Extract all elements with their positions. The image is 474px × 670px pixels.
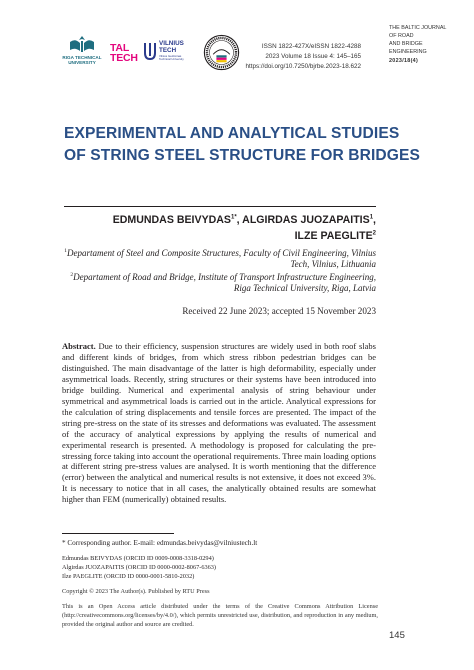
affiliations [56, 248, 376, 296]
vilnius-tech-mark-icon [144, 42, 156, 60]
vilnius-logo-sub1: Vilnius Gediminas [159, 53, 182, 58]
title-line1: EXPERIMENTAL AND ANALYTICAL STUDIES [64, 125, 400, 142]
volume-line: 2023 Volume 18 Issue 4: 145–165 [265, 53, 361, 61]
affiliation-1-number: 1 [64, 248, 68, 254]
rtu-logo [60, 34, 104, 66]
taltech-logo-line2: TECH [110, 51, 138, 64]
corresponding-author: * Corresponding author. E-mail: edmundas.beivydas@vilniustech.lt [62, 539, 258, 547]
journal-name-line4: ENGINEERING [389, 48, 427, 55]
vilnius-logo-line2: TECH [159, 46, 177, 54]
affiliation-2 [56, 272, 376, 295]
abstract-text: Due to their efficiency, suspension structures are widely used in both roof slabs and different kinds of bridges, from which stress ribbon pedestrian bridges can be distinguished. The main disadvantage of the latter is high deformability, especially under asymmetrical loads. Recently, string structures or their systems have been introduced into bridge building. Numerical and experimental analysis of string behaviour under symmetrical and asymmetrical loads is carried out in the article. Analytical expressions for the calculation of string displacements and tensile forces are presented. The impact of the string pre-stress on the state of its stresses and deformations was evaluated. The assessment of the accuracy of analytical expressions by applying the results of numerical and experimental research is presented. A methodology is proposed for calculating the pre-stressing force taking into account the operational requirements. Three main loading options at different string pre-stress values are analysed. It is worth mentioning that the difference (error) between the analytical and numerical results is not extensive, it does not exceed 3%. It is necessary to notice that in all cases, the analytically obtained results are somewhat higher than FEM (numerically) obtained results. [62, 341, 376, 505]
affiliation-2-text: Departament of Road and Bridge, Institute of Transport Infrastructure Engineering, Riga Technical University, Riga, Latvia [73, 271, 376, 294]
rtu-crest-icon [67, 34, 97, 54]
author-juozapaitis-affil: 1 [369, 214, 374, 221]
title-line2: OF STRING STEEL STRUCTURE FOR BRIDGES [64, 146, 421, 164]
journal-name-block [389, 25, 449, 66]
affiliation-1-text: Departament of Steel and Composite Structures, Faculty of Civil Engineering, Vilnius Tech, Vilnius, Lithuania [67, 248, 376, 270]
author-separator: , [236, 214, 243, 226]
bjrbe-seal-icon [203, 34, 240, 71]
taltech-logo [110, 44, 138, 63]
orcid-juozapaitis: Algirdas JUOZAPAITIS (ORCID ID 0000-0002-8067-6363) [62, 564, 217, 572]
author-paeglite: ILZE PAEGLITE [294, 230, 373, 242]
author-beivydas-affil: 1* [231, 214, 237, 221]
journal-name-line3: AND BRIDGE [389, 40, 423, 47]
article-title [64, 123, 444, 167]
copyright: Copyright © 2023 The Author(s). Published by RTU Press [62, 588, 210, 595]
orcid-beivydas: Edmundas BEIVYDAS (ORCID ID 0009-0008-3318-0294) [62, 555, 214, 562]
footnote-divider [62, 533, 174, 534]
author-paeglite-affil: 2 [372, 230, 376, 237]
abstract [62, 341, 376, 505]
journal-name-line2: OF ROAD [389, 32, 414, 39]
vilnius-logo-sub2: Technical University [159, 56, 184, 61]
vilnius-tech-logo [144, 41, 184, 61]
affiliation-1 [56, 248, 376, 271]
journal-issue: 2023/18(4) [389, 57, 419, 64]
journal-name-line1: THE BALTIC JOURNAL [389, 25, 447, 31]
author-beivydas: EDMUNDAS BEIVYDAS [112, 214, 231, 226]
issn-block [245, 42, 361, 73]
orcid-paeglite: Ilze PAEGLITE (ORCID ID 0000-0001-5810-2032) [62, 573, 195, 581]
page-number: 145 [389, 630, 405, 641]
authors [66, 212, 376, 244]
received-dates: Received 22 June 2023; accepted 15 November 2023 [182, 306, 376, 316]
doi-link[interactable]: https://doi.org/10.7250/bjrbe.2023-18.622 [245, 63, 361, 71]
author-separator-end: , [373, 214, 376, 226]
rtu-logo-line2: UNIVERSITY [68, 60, 96, 66]
title-divider [64, 206, 376, 207]
vilnius-logo-line1: VILNIUS [159, 40, 184, 47]
issn-line: ISSN 1822-427X/eISSN 1822-4288 [261, 43, 361, 50]
authors-line1 [66, 212, 376, 228]
author-juozapaitis: ALGIRDAS JUOZAPAITIS [242, 214, 370, 226]
taltech-logo-line1: TAL [110, 42, 130, 54]
license-text: This is an Open Access article distributed under the terms of the Creative Commons Attribution License (http://creativecommons.org/licenses/by/4.0/), which permits unrestricted use, distribution, and reproduction in any medium, provided the original author and source are credited. [62, 603, 378, 629]
abstract-label: Abstract. [62, 341, 96, 351]
authors-line2 [66, 228, 376, 244]
rtu-logo-line1: RIGA TECHNICAL [62, 55, 102, 60]
orcid-list [62, 554, 216, 581]
affiliation-2-number: 2 [70, 271, 74, 278]
